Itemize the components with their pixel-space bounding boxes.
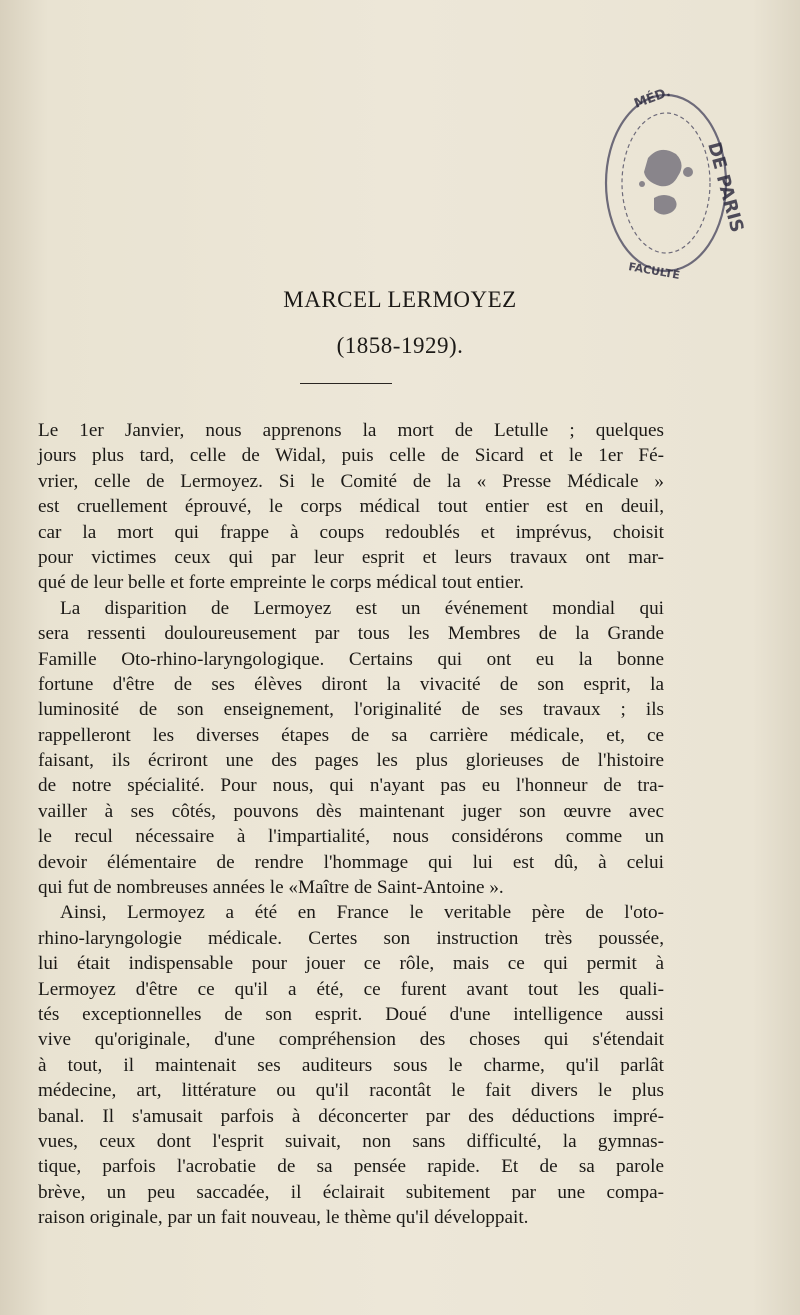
text-line: qui fut de nombreuses années le «Maître de Saint-Antoine ». bbox=[38, 877, 504, 899]
obituary-dates: (1858-1929). bbox=[336, 333, 464, 358]
title-divider bbox=[300, 383, 392, 384]
text-line: Ainsi, Lermoyez a été en France le veritable père de l'oto- bbox=[60, 902, 664, 924]
text-line: tés exceptionnelles de son esprit. Doué d'une intelligence aussi bbox=[38, 1003, 664, 1025]
text-line: Le 1er Janvier, nous apprenons la mort de Letulle ; quelques bbox=[38, 420, 664, 441]
text-line: vues, ceux dont l'esprit suivait, non sans difficulté, la gymnas- bbox=[38, 1130, 664, 1152]
text-line: lui était indispensable pour jouer ce rôle, mais ce qui permit à bbox=[38, 953, 664, 975]
text-line: le recul nécessaire à l'impartialité, nous considérons comme un bbox=[38, 826, 664, 848]
text-line: tique, parfois l'acrobatie de sa pensée rapide. Et de sa parole bbox=[38, 1156, 664, 1178]
text-line: rhino-laryngologie médicale. Certes son instruction très poussée, bbox=[38, 927, 664, 949]
text-line: à tout, il maintenait ses auditeurs sous le charme, qu'il parlât bbox=[38, 1054, 664, 1076]
text-line: fortune d'être de ses élèves diront la vivacité de son esprit, la bbox=[38, 673, 664, 695]
text-line: rappelleront les diverses étapes de sa carrière médicale, et, ce bbox=[38, 724, 664, 746]
text-line: La disparition de Lermoyez est un événement mondial qui bbox=[60, 597, 664, 619]
svg-text:MÉD.: MÉD. bbox=[632, 84, 673, 112]
text-line: devoir élémentaire de rendre l'hommage qui lui est dû, à celui bbox=[38, 851, 664, 873]
text-line: Famille Oto-rhino-laryngologique. Certains qui ont eu la bonne bbox=[38, 648, 664, 670]
text-line: brève, un peu saccadée, il éclairait subitement par une compa- bbox=[38, 1181, 664, 1203]
text-line: vrier, celle de Lermoyez. Si le Comité de la « Presse Médicale » bbox=[38, 470, 664, 492]
text-line: jours plus tard, celle de Widal, puis celle de Sicard et le 1er Fé- bbox=[38, 445, 664, 467]
text-line: banal. Il s'amusait parfois à déconcerter par des déductions impré- bbox=[38, 1105, 664, 1127]
text-line: faisant, ils écriront une des pages les plus glorieuses de l'histoire bbox=[38, 750, 664, 772]
text-line: sera ressenti douloureusement par tous les Membres de la Grande bbox=[38, 623, 664, 645]
text-line: raison originale, par un fait nouveau, le thème qu'il développait. bbox=[38, 1207, 529, 1229]
text-line: est cruellement éprouvé, le corps médical tout entier est en deuil, bbox=[38, 496, 664, 518]
text-line: luminosité de son enseignement, l'originalité de ses travaux ; ils bbox=[38, 699, 664, 721]
text-line: car la mort qui frappe à coups redoublés et imprévus, choisit bbox=[38, 521, 664, 543]
text-line: vive qu'originale, d'une compréhension des choses qui s'étendait bbox=[38, 1029, 664, 1051]
text-line: vailler à ses côtés, pouvons dès maintenant juger son œuvre avec bbox=[38, 800, 664, 822]
text-line: médecine, art, littérature ou qu'il racontât le fait divers le plus bbox=[38, 1080, 664, 1102]
library-stamp bbox=[596, 84, 748, 282]
text-line: qué de leur belle et forte empreinte le corps médical tout entier. bbox=[38, 572, 524, 594]
svg-text:DE PARIS: DE PARIS bbox=[703, 139, 748, 235]
svg-text:FACULTÉ: FACULTÉ bbox=[627, 260, 681, 282]
text-line: de notre spécialité. Pour nous, qui n'ayant pas eu l'honneur de tra- bbox=[38, 775, 664, 797]
text-line: Lermoyez d'être ce qu'il a été, ce furent avant tout les quali- bbox=[38, 978, 664, 1000]
body-text bbox=[38, 418, 664, 1231]
text-line: pour victimes ceux qui par leur esprit et leurs travaux ont mar- bbox=[38, 546, 664, 568]
obituary-title: MARCEL LERMOYEZ bbox=[283, 287, 517, 312]
